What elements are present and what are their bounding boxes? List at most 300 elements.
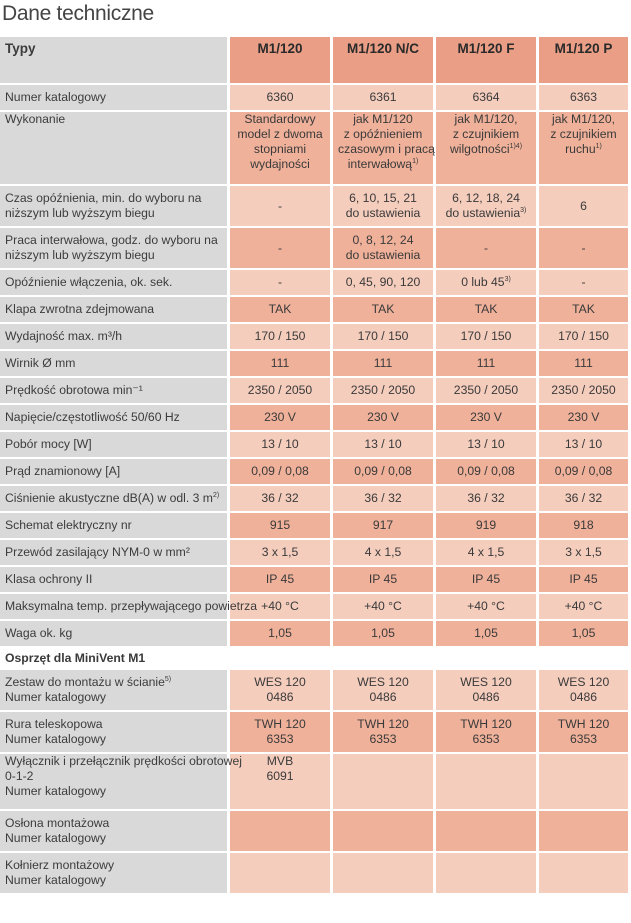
cell-text: 2350 / 2050 — [453, 383, 519, 397]
cell-text: 111 — [373, 356, 393, 370]
cell-line — [544, 491, 623, 506]
cell-text: 3 x 1,5 — [565, 545, 602, 559]
value-cell — [539, 621, 628, 646]
table-row — [0, 228, 628, 268]
cell-text: - — [581, 240, 586, 255]
cell-line — [544, 112, 623, 127]
cell-line — [5, 383, 222, 398]
cell-line — [441, 491, 531, 506]
cell-text: 6353 — [472, 732, 500, 746]
cell-line — [338, 112, 428, 127]
cell-text: Wyłącznik i przełącznik prędkości obrotowej — [5, 754, 242, 768]
cell-line — [235, 329, 325, 344]
cell-line — [338, 191, 428, 206]
cell-line — [5, 545, 222, 560]
value-cell — [333, 754, 433, 809]
cell-text: Przewód zasilający NYM-0 w mm² — [5, 545, 190, 559]
cell-text: Kołnierz montażowy — [5, 858, 115, 872]
table-row — [0, 811, 628, 851]
cell-line — [5, 464, 222, 479]
cell-text: 2350 / 2050 — [350, 383, 416, 397]
cell-text: Rura teleskopowa — [5, 717, 103, 731]
row-label — [0, 405, 227, 430]
cell-text: Numer katalogowy — [5, 784, 106, 798]
cell-line — [544, 383, 623, 398]
cell-text: TWH 120 — [460, 717, 512, 731]
cell-text: 6353 — [266, 732, 294, 746]
value-cell — [333, 670, 433, 710]
value-cell — [436, 405, 536, 430]
value-cell — [230, 486, 330, 511]
cell-text: IP 45 — [265, 572, 295, 586]
cell-line — [544, 199, 623, 214]
cell-line — [338, 157, 428, 172]
value-cell — [230, 270, 330, 295]
value-cell — [230, 432, 330, 457]
value-cell — [230, 186, 330, 226]
row-label — [0, 853, 227, 893]
cell-text: z opóźnieniem — [343, 127, 423, 141]
cell-text: 13 / 10 — [467, 437, 505, 451]
value-cell — [436, 486, 536, 511]
cell-text: TAK — [371, 302, 395, 316]
cell-text: z czujnikiem — [452, 127, 520, 141]
value-cell — [436, 540, 536, 565]
value-cell — [333, 112, 433, 184]
row-label — [0, 459, 227, 484]
value-cell — [230, 540, 330, 565]
cell-text: 0,09 / 0,08 — [457, 464, 515, 478]
cell-text: jak M1/120 — [353, 112, 413, 126]
cell-line — [5, 572, 222, 587]
cell-line — [235, 545, 325, 560]
cell-line — [5, 690, 222, 705]
cell-text: 13 / 10 — [261, 437, 299, 451]
cell-line — [5, 437, 222, 452]
cell-text: jak M1/120, — [454, 112, 518, 126]
value-cell — [230, 351, 330, 376]
value-cell — [436, 324, 536, 349]
cell-text: jak M1/120, — [551, 112, 615, 126]
cell-line — [544, 464, 623, 479]
cell-text: czasowym i pracą — [338, 142, 435, 156]
cell-text: 13 / 10 — [564, 437, 603, 451]
cell-text: 1,05 — [474, 626, 498, 640]
cell-text: 6, 10, 15, 21 — [349, 191, 417, 205]
cell-text: 170 / 150 — [558, 329, 609, 343]
cell-line — [441, 717, 531, 732]
cell-text: Opóźnienie włączenia, ok. sek. — [5, 275, 173, 289]
cell-line — [5, 275, 222, 290]
cell-text: 6360 — [266, 90, 294, 104]
cell-line — [338, 206, 428, 221]
cell-line — [544, 302, 623, 317]
model-header: M1/120 N/C — [333, 37, 433, 83]
cell-line — [235, 732, 325, 747]
cell-text: 170 / 150 — [254, 329, 306, 343]
value-cell — [539, 853, 628, 893]
cell-text: 6091 — [266, 769, 294, 783]
cell-line — [441, 732, 531, 747]
cell-line — [338, 248, 428, 263]
value-cell — [436, 186, 536, 226]
footnote-marker: 1) — [412, 157, 419, 165]
cell-line — [5, 754, 242, 769]
cell-text: 36 / 32 — [564, 491, 603, 505]
value-cell — [230, 297, 330, 322]
cell-line — [338, 572, 428, 587]
cell-line — [5, 491, 222, 506]
cell-text: wydajności — [250, 157, 310, 171]
value-cell — [436, 351, 536, 376]
cell-text: IP 45 — [368, 572, 398, 586]
cell-text: Maksymalna temp. przepływającego powietrza — [5, 599, 257, 613]
cell-text: 6 — [580, 198, 587, 213]
cell-line — [235, 127, 325, 142]
cell-line — [5, 191, 222, 206]
cell-text: Prąd znamionowy [A] — [5, 464, 121, 478]
cell-text: niższym lub wyższym biegu — [5, 206, 155, 220]
footnote-marker: 1) — [595, 142, 602, 150]
cell-text: 36 / 32 — [467, 491, 505, 505]
cell-text: 2350 / 2050 — [247, 383, 313, 397]
table-row — [0, 513, 628, 538]
cell-text: 170 / 150 — [357, 329, 409, 343]
cell-line — [544, 599, 623, 614]
value-cell — [436, 621, 536, 646]
value-cell — [436, 112, 536, 184]
table-row — [0, 754, 628, 809]
cell-line — [235, 383, 325, 398]
cell-line — [5, 599, 257, 614]
cell-text: - — [277, 198, 283, 213]
row-label — [0, 670, 227, 710]
cell-text: 111 — [270, 356, 290, 370]
model-header: M1/120 P — [539, 37, 628, 83]
cell-line — [338, 410, 428, 425]
cell-line — [5, 675, 222, 690]
cell-line — [5, 816, 222, 831]
cell-text: 0,09 / 0,08 — [354, 464, 412, 478]
cell-line — [544, 90, 623, 105]
cell-line — [235, 275, 325, 290]
value-cell — [333, 432, 433, 457]
value-cell — [230, 811, 330, 851]
value-cell — [539, 513, 628, 538]
value-cell — [333, 378, 433, 403]
row-label — [0, 712, 227, 752]
value-cell — [539, 670, 628, 710]
cell-line — [235, 142, 325, 157]
cell-line — [5, 206, 222, 221]
footnote-marker: 3) — [504, 275, 511, 283]
row-label — [0, 112, 227, 184]
row-label — [0, 621, 227, 646]
cell-line — [338, 464, 428, 479]
cell-line — [235, 437, 325, 452]
value-cell — [333, 811, 433, 851]
cell-line — [5, 329, 222, 344]
section-title: Osprzęt dla MiniVent M1 — [0, 648, 628, 668]
cell-text: 0,09 / 0,08 — [251, 464, 309, 478]
cell-line — [235, 626, 325, 641]
value-cell — [539, 351, 628, 376]
model-header: M1/120 F — [436, 37, 536, 83]
cell-text: 917 — [372, 518, 394, 532]
cell-line — [441, 127, 531, 142]
cell-line — [544, 675, 623, 690]
cell-text: TAK — [474, 302, 498, 316]
footnote-marker: 1)4) — [509, 142, 523, 150]
value-cell — [333, 459, 433, 484]
row-label — [0, 567, 227, 592]
table-row — [0, 405, 628, 430]
value-cell — [230, 85, 330, 110]
cell-line — [441, 329, 531, 344]
cell-text: 230 V — [567, 410, 600, 424]
cell-line — [235, 464, 325, 479]
cell-text: IP 45 — [471, 572, 501, 586]
value-cell — [230, 405, 330, 430]
value-cell — [539, 459, 628, 484]
cell-line — [441, 356, 531, 371]
cell-line — [338, 518, 428, 533]
cell-text: MVB — [266, 754, 294, 768]
cell-line — [441, 410, 531, 425]
cell-line — [5, 410, 222, 425]
cell-line — [441, 690, 531, 705]
cell-text: 1,05 — [268, 626, 292, 640]
value-cell — [436, 270, 536, 295]
cell-line — [338, 233, 428, 248]
cell-line — [235, 518, 325, 533]
value-cell — [333, 712, 433, 752]
cell-text: Numer katalogowy — [5, 873, 106, 887]
value-cell — [230, 567, 330, 592]
cell-line — [5, 732, 222, 747]
cell-line — [5, 769, 222, 784]
row-label — [0, 811, 227, 851]
cell-line — [235, 241, 325, 256]
cell-line — [338, 127, 428, 142]
cell-text: Numer katalogowy — [5, 732, 106, 746]
value-cell — [230, 621, 330, 646]
value-cell — [539, 567, 628, 592]
value-cell — [539, 228, 628, 268]
cell-text: 915 — [269, 518, 291, 532]
value-cell — [436, 432, 536, 457]
value-cell — [436, 228, 536, 268]
table-row — [0, 351, 628, 376]
value-cell — [436, 811, 536, 851]
table-row — [0, 567, 628, 592]
value-cell — [436, 754, 536, 809]
cell-text: do ustawienia — [345, 248, 421, 262]
cell-line — [338, 690, 428, 705]
row-label — [0, 297, 227, 322]
row-label — [0, 378, 227, 403]
cell-text: z czujnikiem — [550, 127, 617, 141]
cell-text: 0486 — [266, 690, 294, 704]
value-cell — [230, 378, 330, 403]
cell-line — [544, 127, 623, 142]
cell-text: 4 x 1,5 — [467, 545, 505, 559]
table-row — [0, 297, 628, 322]
cell-line — [235, 754, 325, 769]
value-cell — [230, 670, 330, 710]
cell-text: WES 120 — [557, 675, 610, 689]
cell-text: interwałową — [347, 157, 413, 171]
table-row — [0, 486, 628, 511]
cell-line — [544, 690, 623, 705]
cell-line — [5, 784, 222, 799]
cell-text: 6353 — [569, 732, 598, 746]
value-cell — [230, 324, 330, 349]
cell-line — [544, 717, 623, 732]
cell-text: 0, 45, 90, 120 — [345, 275, 421, 289]
cell-line — [235, 572, 325, 587]
table-row — [0, 670, 628, 710]
value-cell — [436, 85, 536, 110]
header-label: Typy — [0, 37, 227, 83]
cell-line — [235, 157, 325, 172]
cell-line — [5, 717, 222, 732]
cell-text: WES 120 — [460, 675, 512, 689]
value-cell — [333, 228, 433, 268]
value-cell — [539, 540, 628, 565]
cell-line — [5, 873, 222, 888]
cell-line — [338, 491, 428, 506]
cell-line — [338, 626, 428, 641]
value-cell — [333, 621, 433, 646]
value-cell — [539, 432, 628, 457]
cell-line — [544, 732, 623, 747]
cell-text: 918 — [573, 518, 594, 532]
value-cell — [539, 712, 628, 752]
row-label — [0, 228, 227, 268]
value-cell — [436, 712, 536, 752]
cell-line — [338, 329, 428, 344]
cell-text: 2350 / 2050 — [551, 383, 616, 397]
cell-line — [338, 90, 428, 105]
cell-text: Pobór mocy [W] — [5, 437, 92, 451]
cell-line — [5, 233, 222, 248]
value-cell — [539, 594, 628, 619]
cell-text: 111 — [476, 356, 496, 370]
value-cell — [436, 853, 536, 893]
value-cell — [333, 297, 433, 322]
cell-text: WES 120 — [357, 675, 409, 689]
cell-text: 6361 — [369, 90, 397, 104]
table-row — [0, 712, 628, 752]
row-label — [0, 351, 227, 376]
value-cell — [436, 594, 536, 619]
cell-line — [235, 690, 325, 705]
value-cell — [230, 754, 330, 809]
cell-text: 1,05 — [571, 626, 596, 640]
value-cell — [539, 85, 628, 110]
table-row — [0, 324, 628, 349]
cell-text: niższym lub wyższym biegu — [5, 248, 155, 262]
cell-text: 111 — [574, 356, 593, 370]
value-cell — [333, 186, 433, 226]
cell-text: Numer katalogowy — [5, 831, 106, 845]
cell-line — [338, 383, 428, 398]
cell-text: Waga ok. kg — [5, 626, 73, 640]
cell-text: - — [483, 240, 489, 255]
cell-line — [338, 717, 428, 732]
cell-line — [235, 90, 325, 105]
cell-text: TWH 120 — [357, 717, 409, 731]
cell-text: 0-1-2 — [5, 769, 34, 783]
cell-line — [338, 732, 428, 747]
page-title: Dane techniczne — [2, 2, 154, 25]
value-cell — [333, 567, 433, 592]
cell-line — [235, 199, 325, 214]
cell-line — [441, 241, 531, 256]
table-row — [0, 270, 628, 295]
table-row — [0, 186, 628, 226]
cell-text: 6363 — [569, 90, 598, 104]
cell-text: TAK — [572, 302, 595, 316]
cell-line — [235, 302, 325, 317]
section-row — [0, 648, 628, 668]
cell-line — [338, 437, 428, 452]
value-cell — [539, 378, 628, 403]
cell-text: Numer katalogowy — [5, 90, 106, 104]
cell-line — [235, 675, 325, 690]
cell-text: Numer katalogowy — [5, 690, 106, 704]
row-label — [0, 324, 227, 349]
cell-line — [544, 437, 623, 452]
cell-line — [338, 302, 428, 317]
cell-text: 36 / 32 — [364, 491, 402, 505]
cell-text: 1,05 — [371, 626, 395, 640]
value-cell — [333, 324, 433, 349]
cell-line — [544, 518, 623, 533]
cell-line — [338, 142, 435, 157]
value-cell — [230, 712, 330, 752]
cell-text: IP 45 — [569, 572, 598, 586]
row-label — [0, 486, 227, 511]
cell-text: wilgotności — [449, 142, 510, 156]
cell-line — [5, 518, 222, 533]
value-cell — [230, 228, 330, 268]
value-cell — [539, 811, 628, 851]
cell-text: ruchu — [565, 142, 596, 156]
table-row — [0, 594, 628, 619]
cell-text: 3 x 1,5 — [261, 545, 299, 559]
value-cell — [436, 670, 536, 710]
value-cell — [333, 270, 433, 295]
value-cell — [436, 378, 536, 403]
cell-line — [235, 112, 325, 127]
table-row — [0, 853, 628, 893]
value-cell — [333, 486, 433, 511]
cell-text: Wykonanie — [5, 112, 66, 126]
cell-text: 0,09 / 0,08 — [554, 464, 613, 478]
value-cell — [539, 405, 628, 430]
header-row — [0, 37, 628, 83]
cell-text: - — [277, 275, 283, 289]
cell-line — [5, 112, 222, 127]
cell-text: +40 °C — [564, 599, 603, 613]
cell-text: Prędkość obrotowa min⁻¹ — [5, 383, 143, 397]
cell-line — [544, 626, 623, 641]
table-row — [0, 378, 628, 403]
value-cell — [333, 405, 433, 430]
cell-text: 6364 — [472, 90, 500, 104]
